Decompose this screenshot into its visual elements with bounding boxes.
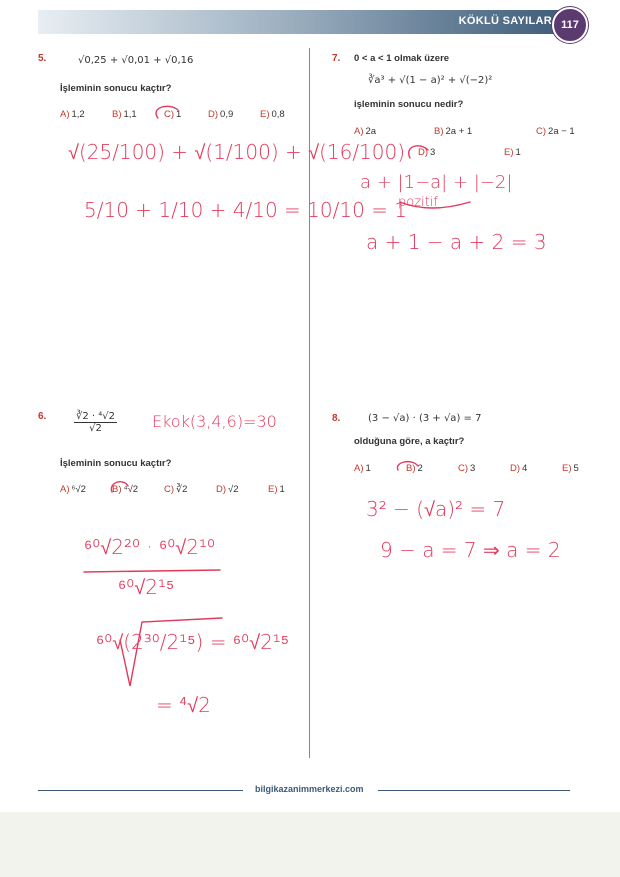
question-6-option-e[interactable]: E) 1: [268, 484, 285, 495]
footer-rule-left: [38, 790, 243, 791]
question-5-option-d[interactable]: D) 0,9: [208, 109, 234, 120]
question-8-prompt: olduğuna göre, a kaçtır?: [354, 436, 465, 447]
question-8-number: 8.: [332, 413, 341, 424]
question-7-option-d[interactable]: D) 3: [418, 147, 436, 158]
question-6-numerator: ∛2 · ⁴√2: [76, 411, 116, 422]
question-6-option-a[interactable]: A) ⁶√2: [60, 484, 86, 495]
question-5-option-a[interactable]: A) 1,2: [60, 109, 85, 120]
question-7-handwriting-step2: a + 1 − a + 2 = 3: [366, 230, 547, 254]
question-6-option-c[interactable]: C) ∛2: [164, 484, 188, 495]
question-7-handwriting-step1: a + |1−a| + |−2|: [360, 172, 513, 193]
question-6-expression: [74, 411, 117, 434]
question-8-option-d[interactable]: D) 4: [510, 463, 528, 474]
question-8-handwriting-step2: 9 − a = 7 ⇒ a = 2: [380, 538, 561, 562]
question-6-number: 6.: [38, 411, 47, 422]
section-title: KÖKLÜ SAYILAR: [458, 15, 552, 27]
question-5-prompt: İşleminin sonucu kaçtır?: [60, 83, 172, 94]
question-8-option-e[interactable]: E) 5: [562, 463, 579, 474]
question-6-handwriting-step2: ⁶⁰√(2³⁰/2¹⁵) = ⁶⁰√2¹⁵: [96, 630, 290, 654]
question-6-option-d[interactable]: D) √2: [216, 484, 239, 495]
question-5-option-b[interactable]: B) 1,1: [112, 109, 137, 120]
question-6-handwriting-numerator: ⁶⁰√2²⁰ · ⁶⁰√2¹⁰: [84, 535, 216, 559]
question-7-option-b[interactable]: B) 2a + 1: [434, 126, 473, 137]
question-8-option-c[interactable]: C) 3: [458, 463, 476, 474]
question-7-expression: ∛a³ + √(1 − a)² + √(−2)²: [368, 75, 493, 86]
scan-margin: [0, 812, 620, 877]
question-7-option-a[interactable]: A) 2a: [354, 126, 377, 137]
question-6-handwriting-result: = ⁴√2: [156, 693, 211, 717]
question-7-prompt: işleminin sonucu nedir?: [354, 99, 464, 110]
question-8-handwriting-step1: 3² − (√a)² = 7: [366, 497, 506, 521]
question-5-option-c[interactable]: C) 1: [164, 109, 182, 120]
question-6-handwriting-denominator: ⁶⁰√2¹⁵: [118, 575, 175, 599]
question-8-expression: (3 − √a) · (3 + √a) = 7: [368, 413, 482, 424]
question-6-handwriting-lcm: Ekok(3,4,6)=30: [152, 412, 277, 431]
page-number-badge: 117: [552, 7, 588, 43]
question-7-option-e[interactable]: E) 1: [504, 147, 521, 158]
question-5-expression: √0,25 + √0,01 + √0,16: [78, 55, 194, 66]
question-7-condition: 0 < a < 1 olmak üzere: [354, 53, 450, 64]
question-5-option-e[interactable]: E) 0,8: [260, 109, 285, 120]
question-5-handwriting-step2: 5/10 + 1/10 + 4/10 = 10/10 = 1: [84, 198, 407, 222]
question-8-option-a[interactable]: A) 1: [354, 463, 371, 474]
question-5-number: 5.: [38, 53, 47, 64]
question-7-handwriting-note: pozitif: [398, 195, 438, 210]
question-7-number: 7.: [332, 53, 341, 64]
question-7-option-c[interactable]: C) 2a − 1: [536, 126, 575, 137]
footer-rule-right: [378, 790, 570, 791]
question-6-prompt: İşleminin sonucu kaçtır?: [60, 458, 172, 469]
question-6-option-b[interactable]: B) ⁴√2: [112, 484, 139, 495]
footer-site: bilgikazanimmerkezi.com: [255, 784, 364, 794]
question-5-handwriting-step1: √(25/100) + √(1/100) + √(16/100): [68, 140, 406, 164]
question-8-option-b[interactable]: B) 2: [406, 463, 423, 474]
question-6-denominator: √2: [89, 423, 102, 434]
